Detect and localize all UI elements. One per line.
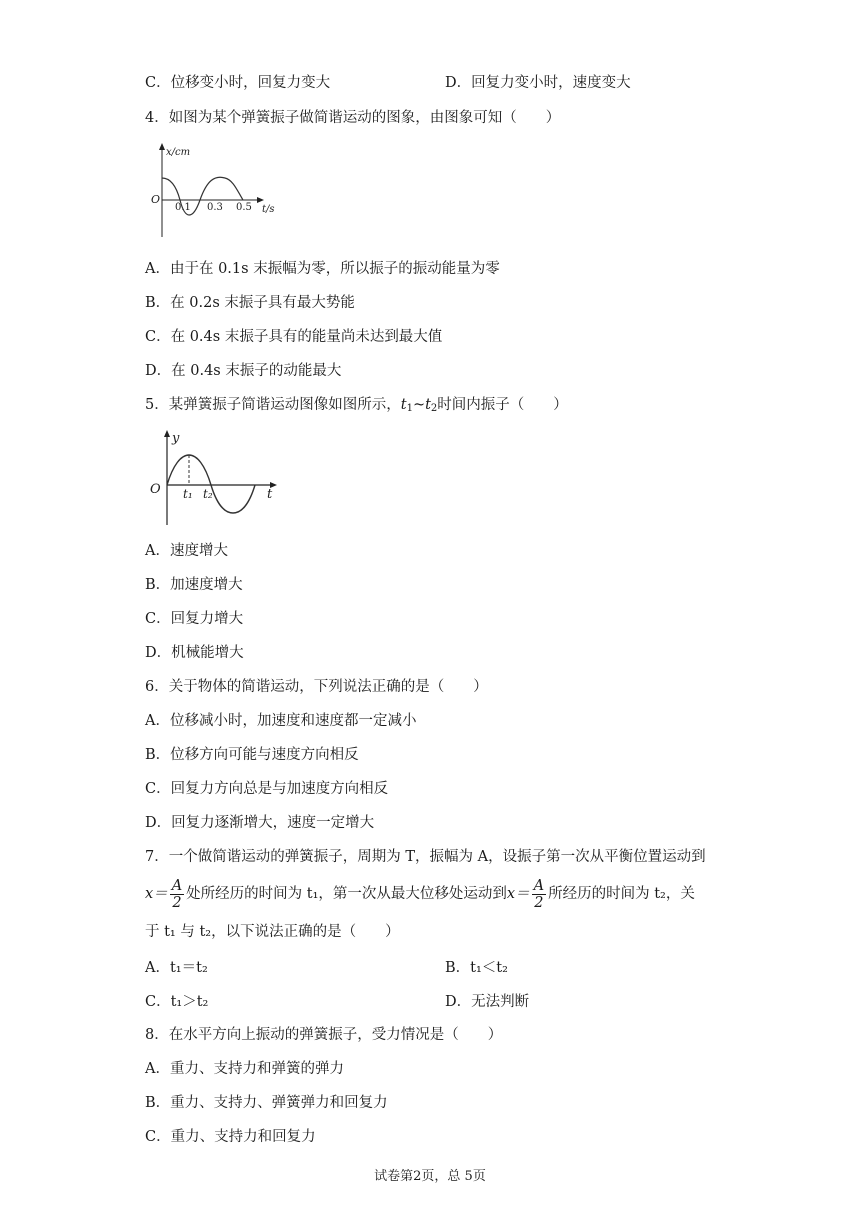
q5-tick-t2: t₂ xyxy=(203,487,213,501)
q4-option-d: D．在 0.4s 末振子的动能最大 xyxy=(145,363,342,379)
q7-option-a: A．t₁＝t₂ xyxy=(145,960,208,976)
q4-tick-0.1: 0.1 xyxy=(175,202,191,213)
q7-fraction-1: $\frac{A}{2}$ xyxy=(171,877,183,911)
q5-option-d: D．机械能增大 xyxy=(145,645,244,661)
q4-y-label: x/cm xyxy=(166,147,191,158)
q8-option-a: A．重力、支持力和弹簧的弹力 xyxy=(145,1061,344,1077)
q5-y-arrow xyxy=(164,430,170,437)
q7-option-b: B．t₁＜t₂ xyxy=(445,960,508,976)
q5-option-a: A．速度增大 xyxy=(145,543,228,559)
q5-graph xyxy=(145,425,285,530)
q8-option-c: C．重力、支持力和回复力 xyxy=(145,1129,316,1145)
q4-origin: O xyxy=(151,193,161,206)
q4-option-b: B．在 0.2s 末振子具有最大势能 xyxy=(145,295,355,311)
q6-option-d: D．回复力逐渐增大，速度一定增大 xyxy=(145,815,375,831)
q4-graph xyxy=(145,140,285,240)
q7-line-3: 于 t₁ 与 t₂，以下说法正确的是（ ） xyxy=(145,924,400,940)
q4-stem: 4．如图为某个弹簧振子做简谐运动的图象，由图象可知（ ） xyxy=(145,110,561,126)
q3-option-c: C．位移变小时，回复力变大 xyxy=(145,75,331,91)
q7-option-d: D．无法判断 xyxy=(445,994,530,1010)
q8-option-b: B．重力、支持力、弹簧弹力和回复力 xyxy=(145,1095,388,1111)
q4-tick-0.3: 0.3 xyxy=(207,202,223,213)
q4-option-c: C．在 0.4s 末振子具有的能量尚未达到最大值 xyxy=(145,329,443,345)
q6-option-a: A．位移减小时，加速度和速度都一定减小 xyxy=(145,713,417,729)
q4-x-arrow xyxy=(257,197,264,203)
q5-stem: 5．某弹簧振子简谐运动图像如图所示，$t_1\sim t_2$时间内振子（ ） xyxy=(145,397,568,414)
q7-option-c: C．t₁＞t₂ xyxy=(145,994,209,1010)
q7-line-2 xyxy=(145,876,695,912)
q5-option-c: C．回复力增大 xyxy=(145,611,244,627)
q6-option-b: B．位移方向可能与速度方向相反 xyxy=(145,747,359,763)
q8-stem: 8．在水平方向上振动的弹簧振子，受力情况是（ ） xyxy=(145,1027,503,1043)
q7-mid-2: 所经历的时间为 t₂，关 xyxy=(548,886,695,902)
q7-x-eq-2: x＝ xyxy=(506,886,530,902)
q7-line-1: 7．一个做简谐运动的弹簧振子，周期为 T，振幅为 A，设振子第一次从平衡位置运动到 xyxy=(145,849,706,865)
q6-option-c: C．回复力方向总是与加速度方向相反 xyxy=(145,781,389,797)
q5-sine-curve xyxy=(167,455,255,513)
q5-origin: O xyxy=(150,482,161,497)
q5-option-b: B．加速度增大 xyxy=(145,577,243,593)
q4-x-label: t/s xyxy=(262,204,275,215)
q3-option-d: D．回复力变小时，速度变大 xyxy=(445,75,631,91)
q5-y-label: y xyxy=(172,431,180,446)
q5-tick-t1: t₁ xyxy=(183,487,193,501)
q7-x-eq: x＝ xyxy=(145,886,168,902)
q4-tick-0.5: 0.5 xyxy=(236,202,252,213)
q4-y-arrow xyxy=(159,143,165,150)
q4-option-a: A．由于在 0.1s 末振幅为零，所以振子的振动能量为零 xyxy=(145,261,500,277)
q7-mid-1: 处所经历的时间为 t₁，第一次从最大位移处运动到 xyxy=(186,886,507,902)
q6-stem: 6．关于物体的简谐运动，下列说法正确的是（ ） xyxy=(145,679,488,695)
q7-fraction-2: $\frac{A}{2}$ xyxy=(533,877,545,911)
page-footer: 试卷第2页，总 5页 xyxy=(374,1169,486,1184)
q5-x-label: t xyxy=(267,487,273,502)
